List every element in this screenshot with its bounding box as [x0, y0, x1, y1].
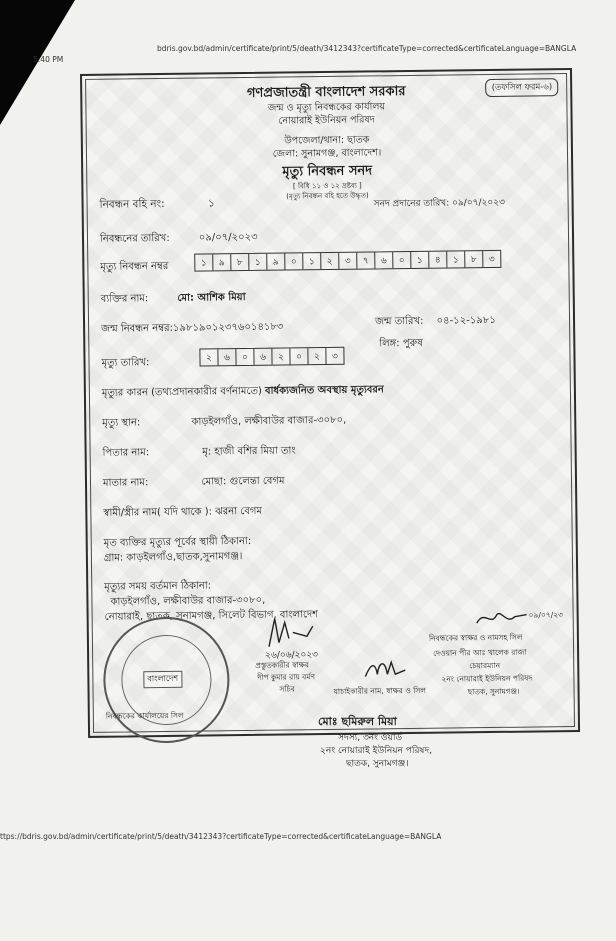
- print-time: 5:40 PM: [33, 55, 64, 64]
- office-seal-label: বাংলাদেশ: [143, 671, 182, 688]
- gender-label: লিঙ্গ:: [379, 338, 400, 350]
- dob: ০৪-১২-১৯৮১: [436, 314, 496, 327]
- father-label: পিতার নাম:: [102, 447, 150, 459]
- death-reg-digit: ৮: [465, 251, 483, 267]
- member-stamp-place: ছাতক, সুনামগঞ্জ।: [346, 759, 409, 769]
- death-reg-digit: ২: [321, 253, 339, 269]
- death-reg-digit: ৯: [213, 254, 231, 270]
- rule-ref: [ বিধি ১১ ও ১২ দ্রষ্টব্য ]: [292, 181, 362, 191]
- death-reg-digit: ০: [285, 253, 303, 269]
- office-name: জন্ম ও মৃত্যু নিবন্ধকের কার্যালয়: [267, 101, 386, 114]
- death-reg-digit: ৬: [375, 252, 393, 268]
- district: জেলা: সুনামগঞ্জ, বাংলাদেশ।: [272, 147, 382, 160]
- member-stamp-name: মোঃ ছমিরুল মিয়া: [318, 715, 397, 728]
- verifier-label: যাচাইকারীর নাম, স্বাক্ষর ও সিল: [333, 685, 426, 696]
- registrar-sign-label: নিবন্ধকের স্বাক্ষর ও নামসহ সিল: [428, 632, 523, 643]
- death-reg-digit: ১: [195, 254, 213, 270]
- member-stamp-title: সদস্য, ৩নং ওয়ার্ড: [338, 733, 403, 743]
- office-seal: [103, 616, 231, 744]
- death-certificate: [80, 68, 580, 738]
- death-cause: বার্ধক্যজনিত অবস্থায় মৃত্যুবরন: [264, 384, 384, 397]
- issue-date: ০৯/০৭/২০২৩: [452, 197, 506, 209]
- death-reg-label: মৃত্যু নিবন্ধন নম্বর: [100, 260, 169, 273]
- death-reg-digit: ১: [303, 253, 321, 269]
- death-reg-digit: ৩: [339, 253, 357, 269]
- mother-name: মোছা: গুলেন্তা বেগম: [201, 475, 285, 488]
- death-reg-digit: ০: [393, 252, 411, 268]
- death-date-digit: ৩: [331, 351, 338, 362]
- death-date-digit: ০: [236, 349, 254, 365]
- print-header-url: bdris.gov.bd/admin/certificate/print/5/death/3412343?certificateType=corrected&certificateLanguage=BANGLA: [157, 44, 577, 53]
- spouse-name: ঝরনা বেগম: [215, 505, 263, 518]
- reg-date: ০৯/০৭/২০২৩: [198, 231, 258, 244]
- gov-title: গণপ্রজাতন্ত্রী বাংলাদেশ সরকার: [246, 84, 406, 101]
- book-label: নিবন্ধন বহি নং:: [99, 197, 165, 211]
- death-date-grid: [199, 347, 344, 367]
- death-reg-digit: ৯: [267, 254, 285, 270]
- place-label: মৃত্যু স্থান:: [102, 417, 141, 429]
- book-number: ১: [207, 197, 215, 210]
- name-label: ব্যক্তির নাম:: [100, 293, 149, 305]
- death-reg-digit: ১: [447, 251, 465, 267]
- birth-reg-label: জন্ম নিবন্ধন নম্বর:: [101, 322, 174, 335]
- perm-address-label: মৃত ব্যক্তির মৃত্যুর পূর্বের স্থায়ী ঠিকানা:: [103, 535, 252, 549]
- death-reg-number-grid: [194, 250, 501, 272]
- cause-label: মৃত্যুর কারন (তথ্যপ্রদানকারীর বর্ণনামতে): [101, 385, 262, 399]
- chairman-union: ২নং নোয়ারাই ইউনিয়ন পরিষদ: [441, 673, 533, 684]
- verifier-signature: [361, 654, 413, 685]
- member-stamp-union: ২নং নোয়ারাই ইউনিয়ন পরিষদ,: [320, 746, 432, 756]
- preparation-date: ২৬/০৬/২০২৩: [265, 650, 319, 661]
- deceased-name: মো: আশিক মিয়া: [177, 291, 246, 304]
- chairman-name: দেওয়ান পীর আঃ খালেক রাজা: [433, 647, 527, 658]
- registrar-signature: [473, 605, 531, 632]
- gender: পুরুষ: [402, 337, 423, 350]
- birth-reg-number: ১৯৮১৯০১২৩৭৬০১৪১৮৩: [172, 321, 284, 334]
- death-place: কাড়ইলগাঁও, লক্ষীবাউর বাজার-৩০৮০,: [191, 414, 347, 428]
- death-reg-digit: ১: [411, 252, 429, 268]
- print-footer-url: ttps://bdris.gov.bd/admin/certificate/print/5/death/3412343?certificateType=corrected&certificateLanguage=BANGLA: [0, 832, 442, 841]
- registrar-sign-date: ০৯/০৭/২৩: [528, 610, 564, 620]
- death-date-digit: ০: [290, 348, 308, 364]
- preparer-title: সচিব: [279, 684, 295, 694]
- dob-label: জন্ম তারিখ:: [374, 315, 424, 328]
- registrar-seal-label: নিবন্ধকের কার্যালয়ের সিল: [105, 710, 184, 721]
- father-name: মৃ: হাজী বশির মিয়া তাং: [202, 445, 296, 458]
- last-address-line1: কাড়ইলগাঁও, লক্ষীবাউর বাজার-৩০৮০,: [110, 594, 266, 608]
- issue-date-label: সনদ প্রদানের তারিখ:: [373, 198, 450, 210]
- death-reg-digit: ১: [249, 254, 267, 270]
- chairman-title: চেয়ারম্যান: [469, 660, 501, 671]
- certificate-inner-border: [85, 73, 575, 733]
- spouse-label: স্বামী/স্ত্রীর নাম( যদি থাকে ):: [103, 506, 213, 519]
- preparer-name: দীপ কুমার রায় বর্মণ: [257, 672, 316, 682]
- death-reg-digit: ৭: [357, 252, 375, 268]
- death-date-digit: ২: [308, 348, 326, 364]
- preparer-label: প্রস্তুতকারীর স্বাক্ষর: [255, 660, 310, 670]
- chairman-place: ছাতক, সুনামগঞ্জ।: [467, 686, 520, 697]
- reg-date-label: নিবন্ধনের তারিখ:: [99, 232, 170, 245]
- death-date-digit: ২: [200, 349, 218, 365]
- death-reg-digit: ৪: [429, 252, 447, 268]
- death-date-label: মৃত্যু তারিখ:: [101, 357, 150, 369]
- death-date-digit: ৬: [254, 349, 272, 365]
- death-reg-digit: ৩: [488, 254, 495, 265]
- perm-address: গ্রাম: কাড়ইলগাঁও,ছাতক,সুনামগঞ্জ।: [103, 551, 243, 564]
- upazila: উপজেলা/থানা: ছাতক: [284, 134, 370, 147]
- rule-sub: (মৃত্যু নিবন্ধন বহি হতে উদ্ধৃত): [286, 191, 369, 201]
- last-address-label: মৃত্যুর সময় বর্তমান ঠিকানা:: [104, 580, 212, 593]
- death-reg-digit: ৮: [231, 254, 249, 270]
- mother-label: মাতার নাম:: [102, 477, 149, 489]
- last-address-line2: নোয়ারাই, ছাতক, সুনামগঞ্জ, সিলেট বিভাগ, বাংলাদেশ: [104, 609, 319, 623]
- death-date-digit: ৬: [218, 349, 236, 365]
- certificate-title: মৃত্যু নিবন্ধন সনদ: [282, 163, 373, 180]
- death-date-digit: ২: [272, 348, 290, 364]
- union-name: নোয়ারাই ইউনিয়ন পরিষদ: [278, 114, 375, 127]
- form-number: (তফসিল ফরম-৬): [486, 78, 559, 97]
